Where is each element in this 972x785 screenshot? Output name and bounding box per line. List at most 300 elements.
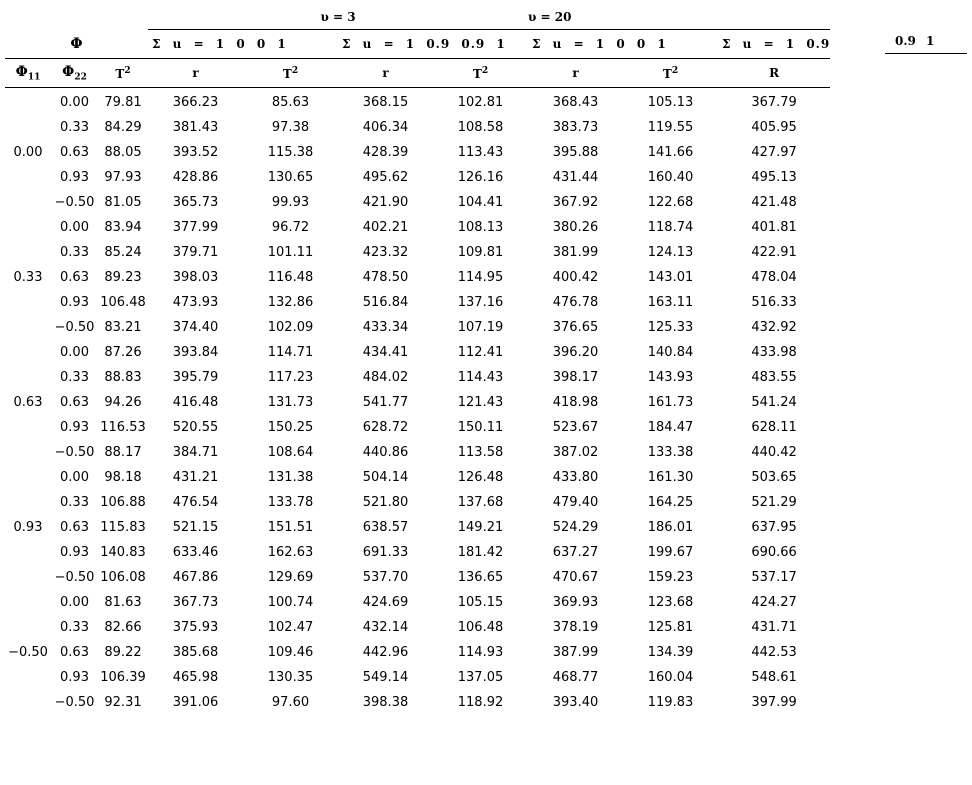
table-cell: 0.63 <box>13 395 43 410</box>
table-cell: 109.81 <box>457 245 504 260</box>
table-cell: 395.79 <box>172 370 219 385</box>
table-cell <box>5 415 51 440</box>
table-cell <box>5 465 51 490</box>
table-cell: 0.93 <box>60 545 89 560</box>
table-cell: 537.17 <box>751 570 797 585</box>
upsilon-right-header <box>528 5 830 30</box>
table-cell: 143.01 <box>647 270 694 285</box>
table-cell: 0.93 <box>60 295 89 310</box>
table-cell: 125.81 <box>647 620 694 635</box>
table-cell: 97.60 <box>271 695 310 710</box>
table-cell: 467.86 <box>172 570 219 585</box>
table-cell: 107.19 <box>457 320 504 335</box>
table-cell: 149.21 <box>457 520 504 535</box>
table-cell: 122.68 <box>647 195 694 210</box>
table-cell: 524.29 <box>552 520 599 535</box>
table-cell: 0.00 <box>60 220 89 235</box>
sigma-header-2 <box>338 30 528 59</box>
table-row <box>5 415 830 440</box>
table-cell: 516.84 <box>362 295 409 310</box>
table-cell: 433.34 <box>362 320 409 335</box>
table-cell: −0.50 <box>54 195 95 210</box>
table-cell: 102.47 <box>267 620 314 635</box>
table-cell: 483.55 <box>751 370 797 385</box>
table-cell: 141.66 <box>647 145 694 160</box>
table-cell: −0.50 <box>54 695 95 710</box>
table-cell: 366.23 <box>172 95 219 110</box>
table-cell: 484.02 <box>362 370 409 385</box>
table-cell: 548.61 <box>751 670 797 685</box>
r-label: r <box>572 66 579 80</box>
table-cell: 478.50 <box>362 270 409 285</box>
table-cell: 113.43 <box>457 145 504 160</box>
table-cell: 87.26 <box>104 345 142 360</box>
table-cell: 0.63 <box>60 520 89 535</box>
table-cell: 393.84 <box>172 345 219 360</box>
table-cell: 0.33 <box>60 495 89 510</box>
table-row <box>5 140 830 165</box>
col-r-1 <box>148 59 243 88</box>
table-cell: 133.38 <box>647 445 694 460</box>
table-cell: 465.98 <box>172 670 219 685</box>
table-cell: 164.25 <box>647 495 694 510</box>
table-row <box>5 490 830 515</box>
table-cell <box>5 690 51 715</box>
table-cell: −0.50 <box>54 570 95 585</box>
table-cell: 406.34 <box>362 120 409 135</box>
table-cell: 504.14 <box>362 470 409 485</box>
table-cell <box>5 315 51 340</box>
sigma-header-4 <box>718 30 830 59</box>
table-cell: 134.39 <box>647 645 694 660</box>
table-cell: 151.51 <box>267 520 314 535</box>
table-cell: 106.88 <box>100 495 146 510</box>
table-cell: 521.29 <box>751 495 797 510</box>
table-cell: 368.15 <box>362 95 409 110</box>
table-cell: 101.11 <box>267 245 314 260</box>
table-cell: 418.98 <box>552 395 599 410</box>
table-cell: 81.63 <box>104 595 142 610</box>
table-cell <box>5 290 51 315</box>
t-superscript: 2 <box>671 65 679 76</box>
table-cell: 121.43 <box>457 395 504 410</box>
t-symbol: T <box>662 66 672 81</box>
table-cell <box>5 190 51 215</box>
table-cell: 100.74 <box>267 595 314 610</box>
table-cell: 521.15 <box>172 520 219 535</box>
table-cell: 402.21 <box>362 220 409 235</box>
table-cell: 102.81 <box>457 95 504 110</box>
table-cell: 0.93 <box>60 420 89 435</box>
t-superscript: 2 <box>481 65 489 76</box>
table-cell: 391.06 <box>172 695 219 710</box>
col-t2 <box>98 59 148 88</box>
table-cell: −0.50 <box>54 320 95 335</box>
phi-label: Φ <box>70 35 83 52</box>
table-cell: 0.63 <box>60 395 89 410</box>
table-cell: 442.96 <box>362 645 409 660</box>
table-cell: 115.38 <box>267 145 314 160</box>
header-row-upsilon <box>5 5 830 30</box>
table-row <box>5 540 830 565</box>
table-row <box>5 215 830 240</box>
phi11-symbol: Φ <box>15 63 28 80</box>
table-cell: 479.40 <box>552 495 599 510</box>
table-cell: 159.23 <box>647 570 694 585</box>
table-cell: 104.41 <box>457 195 504 210</box>
table-cell: 638.57 <box>362 520 409 535</box>
table-row <box>5 265 830 290</box>
table-cell: 136.65 <box>457 570 504 585</box>
table-cell: 117.23 <box>267 370 314 385</box>
table-cell: 473.93 <box>172 295 219 310</box>
table-cell: 130.65 <box>267 170 314 185</box>
table-cell: 424.27 <box>751 595 797 610</box>
table-cell: 0.93 <box>60 670 89 685</box>
table-cell: 398.03 <box>172 270 219 285</box>
table-cell: 549.14 <box>362 670 409 685</box>
table-cell: 393.40 <box>552 695 599 710</box>
table-cell: 105.15 <box>457 595 504 610</box>
table-cell: 130.35 <box>267 670 314 685</box>
R-label: R <box>769 66 780 80</box>
table-cell: 434.41 <box>362 345 409 360</box>
table-cell: 398.38 <box>362 695 409 710</box>
table-cell: 427.97 <box>751 145 797 160</box>
table-cell: 495.13 <box>751 170 797 185</box>
table-cell: 89.23 <box>104 270 142 285</box>
table-cell: 161.73 <box>647 395 694 410</box>
table-cell: 633.46 <box>172 545 219 560</box>
results-table-container <box>5 5 830 715</box>
table-cell: 99.93 <box>271 195 310 210</box>
table-cell: 690.66 <box>751 545 797 560</box>
table-row <box>5 115 830 140</box>
table-row <box>5 290 830 315</box>
table-cell: 369.93 <box>552 595 599 610</box>
table-cell: 114.95 <box>457 270 504 285</box>
table-cell: 131.38 <box>267 470 314 485</box>
table-cell: 628.72 <box>362 420 409 435</box>
table-cell: 82.66 <box>104 620 142 635</box>
table-cell: 432.14 <box>362 620 409 635</box>
table-cell: 140.83 <box>100 545 146 560</box>
table-cell: 109.46 <box>267 645 314 660</box>
table-cell: 385.68 <box>172 645 219 660</box>
table-cell <box>5 115 51 140</box>
table-cell: 405.95 <box>751 120 797 135</box>
table-cell: 0.00 <box>60 595 89 610</box>
table-cell: 79.81 <box>104 95 142 110</box>
table-cell: 126.16 <box>457 170 504 185</box>
table-cell: 495.62 <box>362 170 409 185</box>
table-cell: 368.43 <box>552 95 599 110</box>
table-cell: 381.43 <box>172 120 219 135</box>
table-cell: 88.83 <box>104 370 142 385</box>
table-cell: 476.54 <box>172 495 219 510</box>
upsilon-right-label: υ = 20 <box>528 10 572 24</box>
table-cell: 85.24 <box>104 245 142 260</box>
table-cell <box>5 615 51 640</box>
table-cell: 401.81 <box>751 220 797 235</box>
table-cell: 691.33 <box>362 545 409 560</box>
col-t2-1 <box>243 59 338 88</box>
table-row <box>5 665 830 690</box>
table-cell: 0.63 <box>60 270 89 285</box>
table-cell: 431.21 <box>172 470 219 485</box>
table-cell: 0.63 <box>60 645 89 660</box>
table-cell: 398.17 <box>552 370 599 385</box>
table-cell: 523.67 <box>552 420 599 435</box>
table-cell: 85.63 <box>271 95 310 110</box>
table-cell: 83.21 <box>104 320 142 335</box>
sigma-label-1: Σ u = 1 0 0 1 <box>152 37 287 51</box>
table-cell: 118.74 <box>647 220 694 235</box>
table-cell: 380.26 <box>552 220 599 235</box>
table-cell: 143.93 <box>647 370 694 385</box>
table-cell: 132.86 <box>267 295 314 310</box>
table-cell <box>5 665 51 690</box>
table-cell: 133.78 <box>267 495 314 510</box>
table-cell: 0.00 <box>60 470 89 485</box>
table-cell: 137.68 <box>457 495 504 510</box>
table-cell: 105.13 <box>647 95 694 110</box>
table-cell: 367.79 <box>751 95 797 110</box>
table-cell <box>5 88 51 116</box>
table-row <box>5 690 830 715</box>
sigma-label-4: Σ u = 1 0.9 <box>722 37 831 51</box>
table-cell: 516.33 <box>751 295 797 310</box>
table-cell: 116.53 <box>100 420 146 435</box>
table-cell: 395.88 <box>552 145 599 160</box>
table-cell: 628.11 <box>751 420 797 435</box>
table-cell: 97.93 <box>104 170 142 185</box>
table-row <box>5 315 830 340</box>
table-row <box>5 615 830 640</box>
table-cell: 397.99 <box>751 695 797 710</box>
table-cell <box>5 590 51 615</box>
table-cell: 541.77 <box>362 395 409 410</box>
table-cell: 637.27 <box>552 545 599 560</box>
table-row <box>5 88 830 116</box>
table-cell: 384.71 <box>172 445 219 460</box>
table-cell: 379.71 <box>172 245 219 260</box>
table-cell <box>5 215 51 240</box>
table-cell: 0.00 <box>13 145 43 160</box>
table-cell: 428.86 <box>172 170 219 185</box>
table-cell: 106.39 <box>100 670 146 685</box>
table-cell: 114.43 <box>457 370 504 385</box>
table-cell: 432.92 <box>751 320 797 335</box>
table-row <box>5 465 830 490</box>
phi11-subscript: 11 <box>27 72 41 83</box>
table-cell: 0.33 <box>60 620 89 635</box>
table-cell: 375.93 <box>172 620 219 635</box>
col-phi11 <box>5 59 51 88</box>
table-cell: 421.48 <box>751 195 797 210</box>
table-cell: 431.44 <box>552 170 599 185</box>
table-cell: 184.47 <box>647 420 694 435</box>
table-cell: 106.48 <box>457 620 504 635</box>
col-t2-2 <box>433 59 528 88</box>
table-cell: 94.26 <box>104 395 142 410</box>
table-cell: 442.53 <box>751 645 797 660</box>
table-cell: 106.08 <box>100 570 146 585</box>
table-cell <box>5 540 51 565</box>
table-cell <box>5 240 51 265</box>
table-cell: 387.99 <box>552 645 599 660</box>
table-cell: 88.05 <box>104 145 142 160</box>
table-cell: 150.11 <box>457 420 504 435</box>
t-symbol: T <box>282 66 292 81</box>
table-cell <box>5 440 51 465</box>
table-cell: 470.67 <box>552 570 599 585</box>
table-cell: 0.33 <box>60 245 89 260</box>
table-cell: 108.64 <box>267 445 314 460</box>
table-cell: 131.73 <box>267 395 314 410</box>
table-cell: 433.98 <box>751 345 797 360</box>
table-row <box>5 440 830 465</box>
table-cell: 428.39 <box>362 145 409 160</box>
table-cell: 137.16 <box>457 295 504 310</box>
table-cell: −0.50 <box>8 645 48 660</box>
table-cell: 396.20 <box>552 345 599 360</box>
table-cell: 112.41 <box>457 345 504 360</box>
table-cell: 116.48 <box>267 270 314 285</box>
results-table <box>5 5 830 715</box>
table-row <box>5 565 830 590</box>
table-row <box>5 165 830 190</box>
table-cell: 440.42 <box>751 445 797 460</box>
table-cell: 637.95 <box>751 520 797 535</box>
table-cell: 476.78 <box>552 295 599 310</box>
table-cell: 119.55 <box>647 120 694 135</box>
table-cell: 400.42 <box>552 270 599 285</box>
table-cell: 115.83 <box>100 520 146 535</box>
table-cell: 186.01 <box>647 520 694 535</box>
table-cell: 378.19 <box>552 620 599 635</box>
table-cell: 92.31 <box>104 695 142 710</box>
table-row <box>5 640 830 665</box>
table-cell: 98.18 <box>104 470 142 485</box>
table-cell: 81.05 <box>104 195 142 210</box>
sigma-label-3: Σ u = 1 0 0 1 <box>532 37 667 51</box>
table-cell: 520.55 <box>172 420 219 435</box>
table-cell: 422.91 <box>751 245 797 260</box>
table-cell: 89.22 <box>104 645 142 660</box>
table-cell: 367.92 <box>552 195 599 210</box>
table-cell: 102.09 <box>267 320 314 335</box>
table-cell: 123.68 <box>647 595 694 610</box>
sigma-header-1 <box>148 30 338 59</box>
header-row-sigma <box>5 30 830 59</box>
table-cell: 119.83 <box>647 695 694 710</box>
table-cell: 431.71 <box>751 620 797 635</box>
table-cell: 381.99 <box>552 245 599 260</box>
table-row <box>5 240 830 265</box>
table-cell: 0.00 <box>60 95 89 110</box>
table-cell <box>5 490 51 515</box>
table-cell: 393.52 <box>172 145 219 160</box>
table-cell: 137.05 <box>457 670 504 685</box>
table-row <box>5 190 830 215</box>
table-cell: 118.92 <box>457 695 504 710</box>
table-cell: 383.73 <box>552 120 599 135</box>
table-row <box>5 340 830 365</box>
table-cell: 181.42 <box>457 545 504 560</box>
r-label: r <box>382 66 389 80</box>
table-cell: 126.48 <box>457 470 504 485</box>
t-superscript: 2 <box>124 65 131 76</box>
results-table-body <box>5 88 830 716</box>
col-phi22 <box>51 59 98 88</box>
table-cell: 0.93 <box>60 170 89 185</box>
table-cell: 97.38 <box>271 120 310 135</box>
table-cell <box>5 165 51 190</box>
table-cell: 377.99 <box>172 220 219 235</box>
table-cell: 161.30 <box>647 470 694 485</box>
upsilon-left-header <box>148 5 528 30</box>
table-cell: 0.33 <box>13 270 43 285</box>
phi22-symbol: Φ <box>62 63 75 80</box>
sigma-label-2: Σ u = 1 0.9 0.9 1 <box>342 37 506 51</box>
table-cell <box>5 340 51 365</box>
table-cell: 84.29 <box>104 120 142 135</box>
table-row <box>5 390 830 415</box>
sigma-header-4-tail <box>885 29 967 54</box>
sigma-header-3 <box>528 30 718 59</box>
table-cell: 424.69 <box>362 595 409 610</box>
col-t2-3 <box>623 59 718 88</box>
table-row <box>5 515 830 540</box>
table-cell: 374.40 <box>172 320 219 335</box>
table-cell: 376.65 <box>552 320 599 335</box>
table-cell: 129.69 <box>267 570 314 585</box>
col-r-2 <box>338 59 433 88</box>
table-cell: 199.67 <box>647 545 694 560</box>
table-cell <box>5 365 51 390</box>
table-cell: 114.93 <box>457 645 504 660</box>
table-cell: 0.33 <box>60 370 89 385</box>
table-cell: 387.02 <box>552 445 599 460</box>
header-row-columns <box>5 59 830 88</box>
phi22-subscript: 22 <box>74 72 87 83</box>
table-cell: 125.33 <box>647 320 694 335</box>
table-row <box>5 590 830 615</box>
table-cell: −0.50 <box>54 445 95 460</box>
table-cell: 114.71 <box>267 345 314 360</box>
table-cell: 88.17 <box>104 445 142 460</box>
t-superscript: 2 <box>291 65 299 76</box>
table-cell: 0.33 <box>60 120 89 135</box>
table-cell: 440.86 <box>362 445 409 460</box>
table-cell: 0.00 <box>60 345 89 360</box>
table-cell: 162.63 <box>267 545 314 560</box>
table-cell: 433.80 <box>552 470 599 485</box>
table-cell: 108.13 <box>457 220 504 235</box>
table-cell: 108.58 <box>457 120 504 135</box>
table-cell: 421.90 <box>362 195 409 210</box>
table-cell: 150.25 <box>267 420 314 435</box>
col-R <box>718 59 830 88</box>
table-cell: 160.40 <box>647 170 694 185</box>
table-cell: 106.48 <box>100 295 146 310</box>
table-cell: 163.11 <box>647 295 694 310</box>
table-cell: 478.04 <box>751 270 797 285</box>
table-row <box>5 365 830 390</box>
table-cell: 140.84 <box>647 345 694 360</box>
upsilon-left-label: υ = 3 <box>320 10 356 24</box>
